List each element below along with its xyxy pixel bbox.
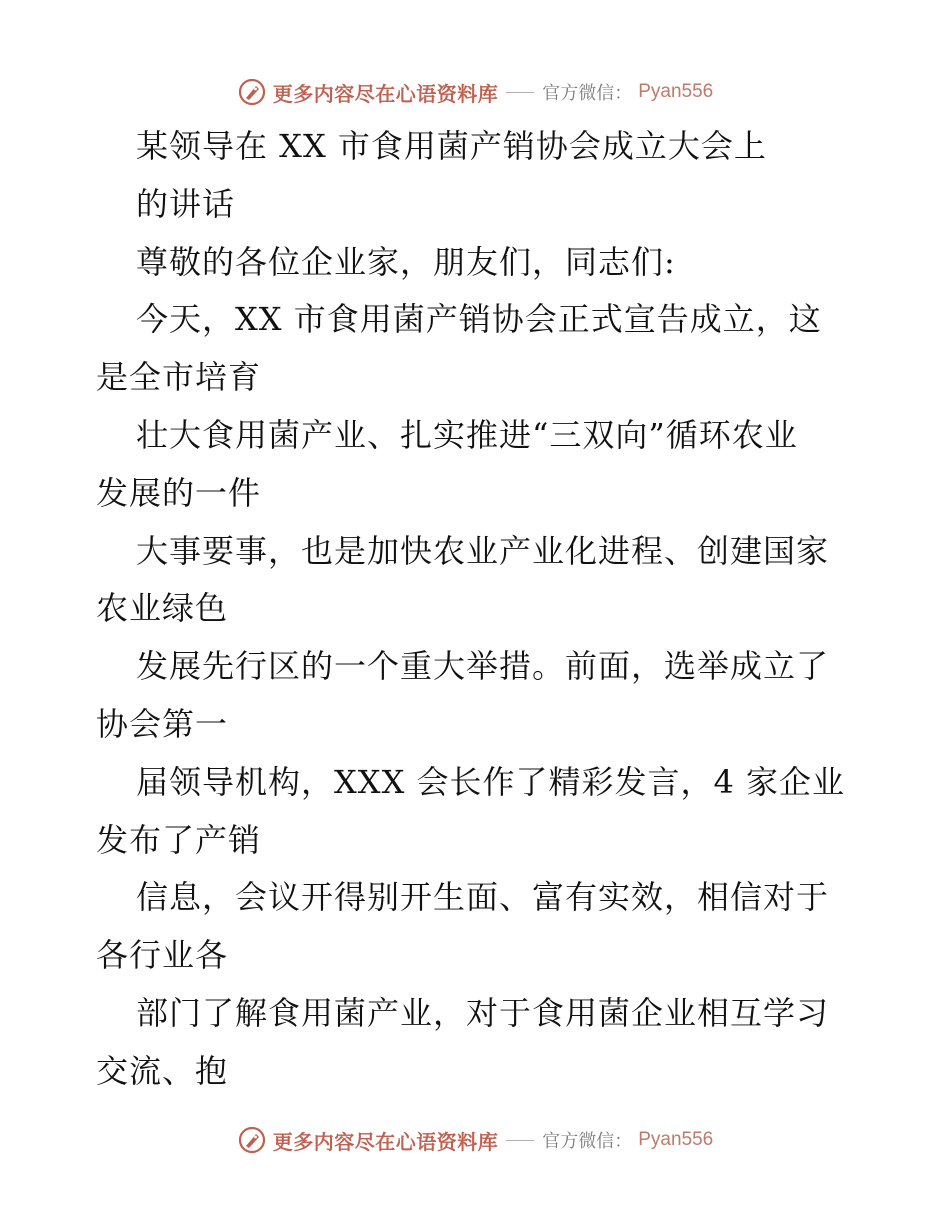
document-line: 农业绿色 — [96, 589, 229, 628]
banner-brand-text: 更多内容尽在心语资料库 — [272, 1129, 499, 1154]
document-line: 交流、抱 — [96, 1051, 229, 1090]
banner-wechat-label: 官方微信： — [542, 1131, 633, 1152]
document-line: 各行业各 — [96, 936, 229, 975]
pen-nib-logo-icon — [237, 77, 267, 107]
document-line: 的讲话 — [136, 184, 236, 223]
document-line: 某领导在 XX 市食用菌产销协会成立大会上 — [136, 127, 767, 165]
document-line: 发布了产销 — [96, 820, 262, 859]
document-line: 协会第一 — [96, 704, 229, 743]
document-line: 信息，会议开得别开生面、富有实效，相信对于 — [136, 878, 830, 917]
document-line: 部门了解食用菌产业，对于食用菌企业相互学习 — [136, 993, 830, 1032]
document-line: 壮大食用菌产业、扎实推进“三双向”循环农业 — [136, 415, 798, 454]
pen-nib-logo-icon — [237, 1125, 267, 1155]
footer-banner — [0, 1120, 950, 1160]
header-banner — [0, 72, 950, 112]
banner-wechat-label: 官方微信： — [542, 83, 633, 104]
document-line: 尊敬的各位企业家，朋友们，同志们: — [136, 242, 676, 281]
banner-wechat-id: Pyan556 — [638, 81, 714, 102]
banner-divider — [506, 1140, 534, 1141]
document-line: 发展的一件 — [96, 473, 262, 512]
banner-wechat-id: Pyan556 — [638, 1129, 714, 1150]
document-line: 发展先行区的一个重大举措。前面，选举成立了 — [136, 647, 830, 686]
document-body — [96, 118, 876, 1101]
document-line: 是全市培育 — [96, 358, 262, 397]
document-line: 大事要事，也是加快农业产业化进程、创建国家 — [136, 531, 830, 570]
document-line: 今天，XX 市食用菌产销协会正式宣告成立，这 — [136, 300, 822, 339]
banner-divider — [506, 92, 534, 93]
document-line: 届领导机构，XXX 会长作了精彩发言，4 家企业 — [136, 762, 846, 801]
banner-brand-text: 更多内容尽在心语资料库 — [272, 81, 499, 106]
